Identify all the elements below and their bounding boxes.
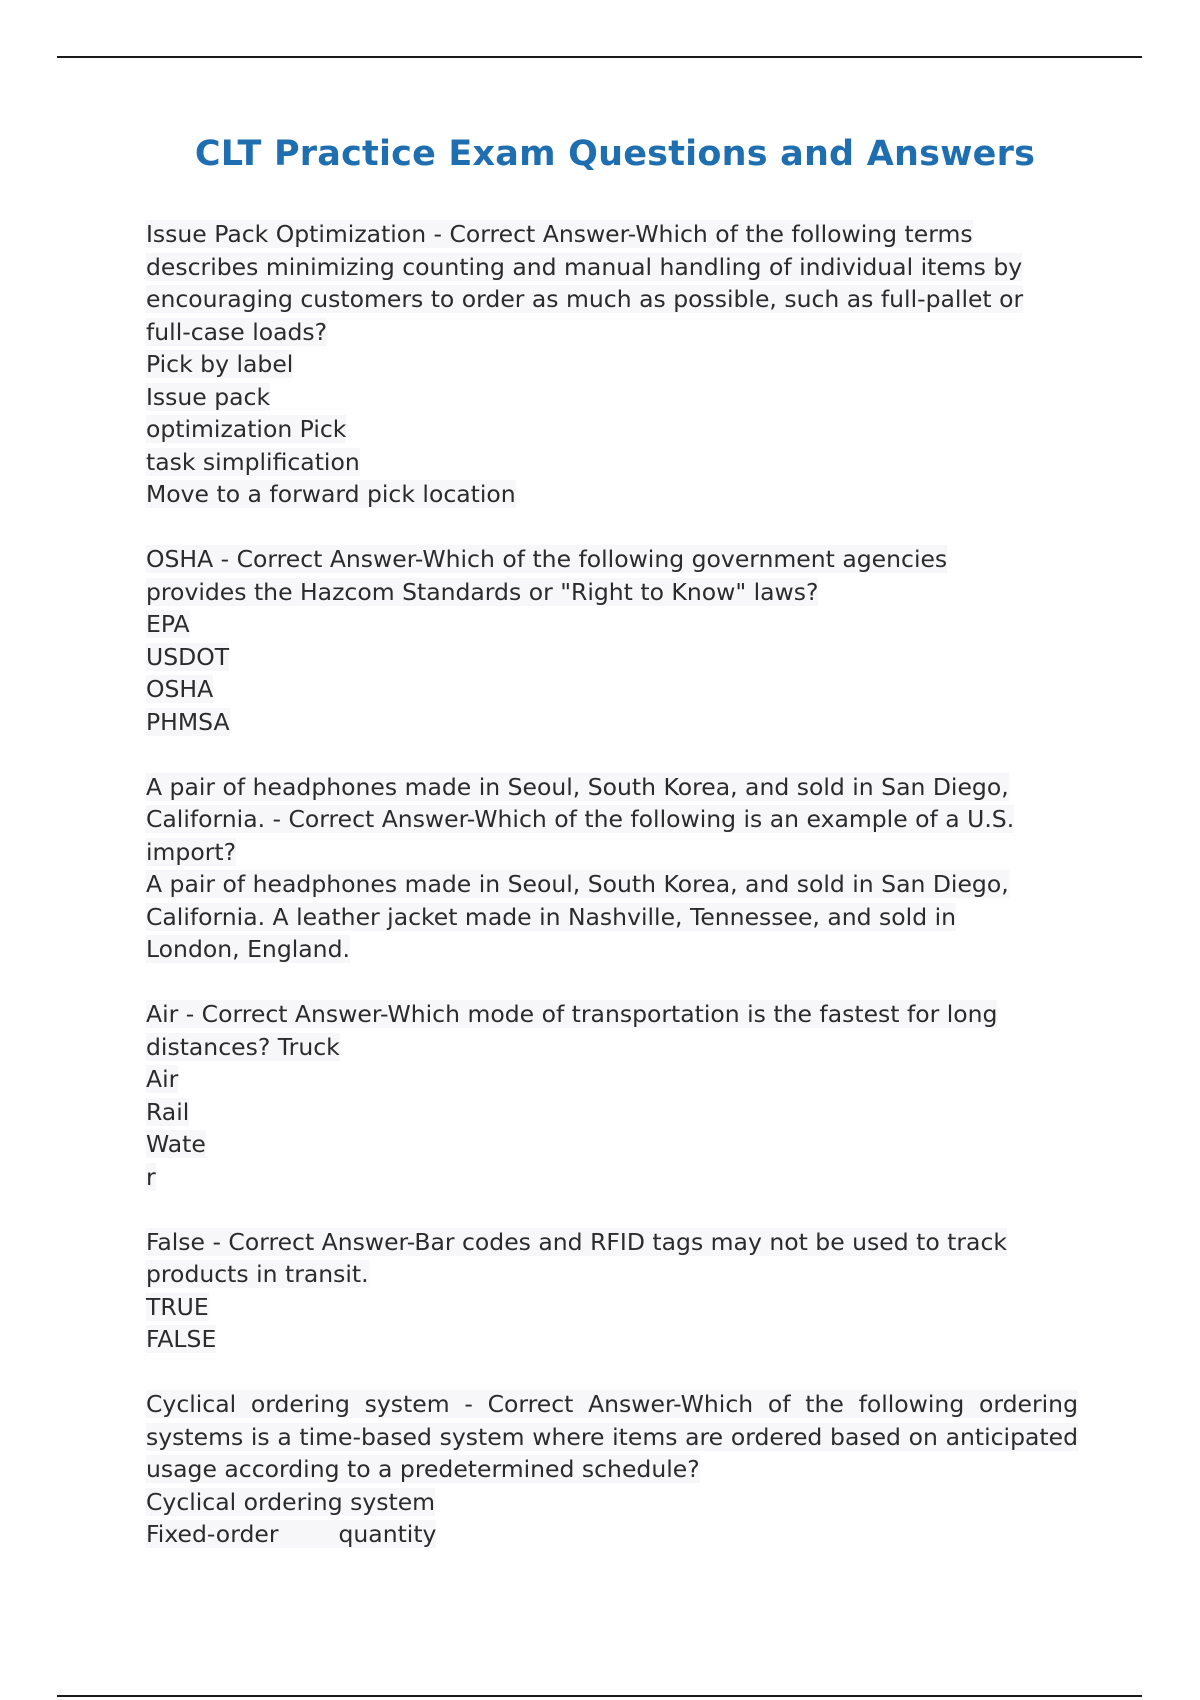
question-block-6	[146, 1388, 1078, 1551]
answer-option: Rail	[146, 1097, 190, 1126]
answer-option: r	[146, 1162, 156, 1191]
text-line: full-case loads?	[146, 317, 328, 346]
question-block-5	[146, 1226, 1078, 1356]
answer-option	[146, 1518, 1078, 1551]
answer-option: task simplification	[146, 447, 360, 476]
answer-option: Cyclical ordering system	[146, 1487, 436, 1516]
text-line: products in transit.	[146, 1260, 369, 1288]
text-line: Air - Correct Answer-Which mode of transportation is the fastest for long	[146, 1000, 998, 1028]
text-line: Issue Pack Optimization - Correct Answer-Which of the following terms	[146, 220, 973, 248]
text-line: OSHA - Correct Answer-Which of the following government agencies	[146, 545, 948, 573]
bottom-rule	[57, 1695, 1142, 1697]
text-line: describes minimizing counting and manual handling of individual items by	[146, 252, 1023, 281]
answer-option: Pick by label	[146, 350, 294, 378]
answer-option: TRUE	[146, 1292, 209, 1321]
answer-option: Issue pack	[146, 382, 271, 411]
text-line: False - Correct Answer-Bar codes and RFID tags may not be used to track	[146, 1227, 1007, 1256]
question-text: Cyclical ordering system - Correct Answer-Which of the following ordering systems is a time-based system where items are ordered based on anticipated usage according to a predetermined schedule?	[146, 1390, 1078, 1483]
answer-option: USDOT	[146, 642, 230, 671]
answer-option: optimization Pick	[146, 415, 347, 443]
answer-option-part: Fixed-order	[146, 1520, 279, 1548]
question-block-3	[146, 771, 1078, 966]
text-line: import?	[146, 837, 237, 866]
answer-option: Air	[146, 1065, 179, 1093]
document-body	[146, 218, 1078, 1583]
document-title: CLT Practice Exam Questions and Answers	[194, 134, 1036, 174]
question-block-2	[146, 543, 1078, 738]
answer-option-part: quantity	[338, 1520, 437, 1548]
answer-option: EPA	[146, 610, 190, 638]
answer-option: London, England.	[146, 935, 350, 963]
text-line: encouraging customers to order as much as possible, such as full-pallet or	[146, 285, 1024, 313]
answer-option: California. A leather jacket made in Nashville, Tennessee, and sold in	[146, 902, 957, 931]
answer-option: A pair of headphones made in Seoul, South Korea, and sold in San Diego,	[146, 870, 1009, 898]
question-block-1	[146, 218, 1078, 511]
top-rule	[57, 56, 1142, 58]
answer-option: FALSE	[146, 1325, 217, 1353]
text-line: distances? Truck	[146, 1032, 340, 1061]
text-line: provides the Hazcom Standards or "Right to Know" laws?	[146, 577, 819, 606]
text-line: A pair of headphones made in Seoul, South Korea, and sold in San Diego,	[146, 772, 1009, 801]
question-block-4	[146, 998, 1078, 1193]
answer-option: OSHA	[146, 675, 214, 703]
text-line: California. - Correct Answer-Which of the following is an example of a U.S.	[146, 805, 1015, 833]
answer-option: PHMSA	[146, 707, 230, 736]
answer-option: Wate	[146, 1130, 206, 1158]
answer-option: Move to a forward pick location	[146, 480, 516, 508]
